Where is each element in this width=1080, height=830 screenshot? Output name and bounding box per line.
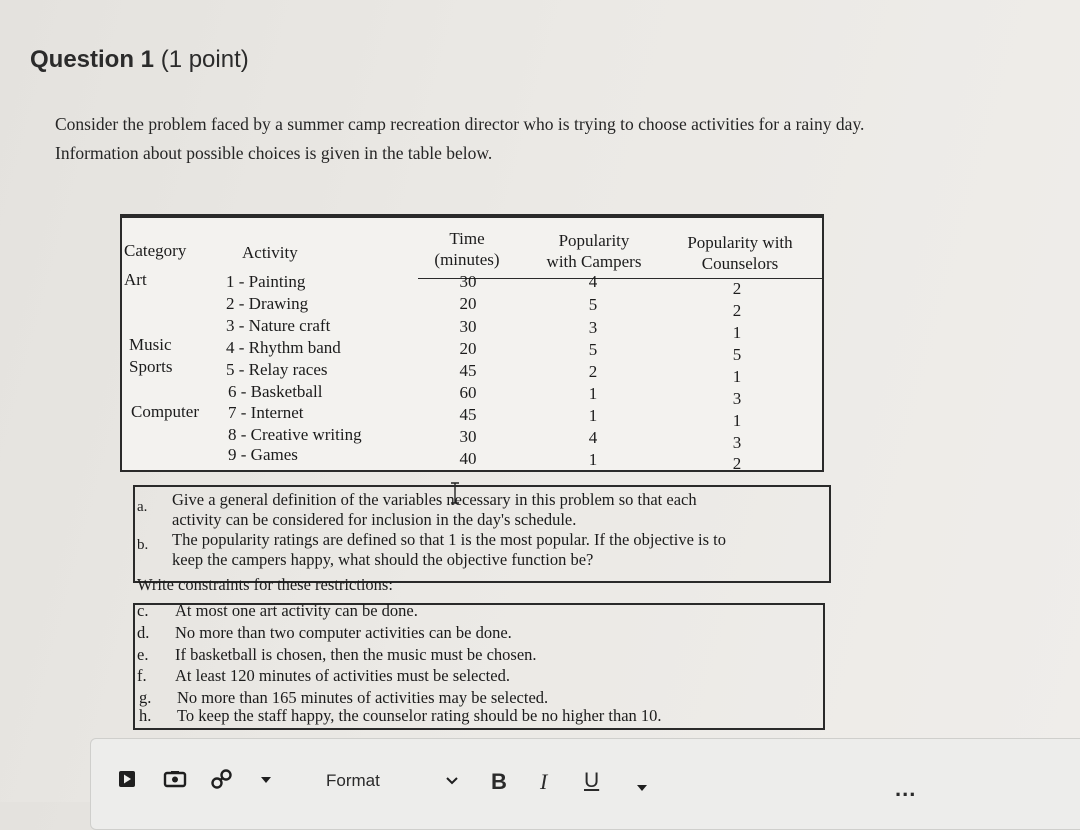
activity-cell: 1 - Painting	[226, 272, 306, 291]
questions-box	[133, 485, 831, 583]
insert-dropdown-icon[interactable]	[260, 776, 272, 784]
text-style-dropdown-icon[interactable]	[636, 784, 648, 792]
header-category: Category	[124, 241, 187, 260]
counselors-cell: 1	[732, 411, 742, 430]
question-title	[30, 46, 249, 74]
counselors-cell: 1	[732, 367, 742, 386]
activity-cell: 7 - Internet	[228, 403, 304, 422]
constraint-text: At most one art activity can be done.	[175, 601, 418, 620]
bold-button[interactable]: B	[491, 769, 507, 794]
header-time-line1: Time	[449, 229, 485, 248]
category-art: Art	[124, 270, 147, 289]
activity-cell: 6 - Basketball	[228, 382, 323, 401]
constraint-letter: g.	[139, 688, 152, 707]
constraint-letter: f.	[137, 666, 147, 685]
constraints-box	[133, 603, 825, 730]
counselors-cell: 3	[732, 433, 742, 452]
chevron-down-icon[interactable]	[445, 776, 459, 786]
constraint-text: No more than 165 minutes of activities may be selected.	[177, 688, 549, 707]
counselors-cell: 2	[732, 454, 742, 473]
campers-cell: 3	[588, 318, 598, 337]
more-options-button[interactable]: ...	[895, 776, 917, 801]
intro-line-2: Information about possible choices is given in the table below.	[55, 143, 493, 163]
activity-cell: 5 - Relay races	[226, 360, 328, 379]
format-dropdown[interactable]: Format	[326, 771, 380, 790]
header-activity: Activity	[242, 243, 298, 262]
activities-table	[120, 214, 824, 472]
campers-cell: 1	[588, 450, 598, 469]
intro-line-1: Consider the problem faced by a summer camp recreation director who is trying to choose activities for a rainy day.	[55, 114, 865, 134]
activity-cell: 4 - Rhythm band	[226, 338, 341, 357]
image-icon[interactable]	[163, 770, 187, 788]
counselors-cell: 2	[732, 301, 742, 320]
counselors-cell: 1	[732, 323, 742, 342]
question-number: Question 1	[30, 46, 155, 73]
counselors-cell: 5	[732, 345, 742, 364]
part-a-letter: a.	[137, 499, 148, 515]
header-counselors-line1: Popularity with	[687, 233, 793, 252]
question-intro	[55, 110, 1015, 168]
header-time-line2: (minutes)	[434, 250, 500, 269]
italic-button[interactable]: I	[540, 769, 548, 794]
constraint-g	[139, 688, 548, 708]
underline-button[interactable]: U	[584, 769, 600, 792]
constraint-letter: h.	[139, 706, 152, 725]
campers-cell: 4	[588, 272, 598, 291]
category-sports: Sports	[129, 357, 173, 376]
category-music: Music	[129, 335, 172, 354]
category-computer: Computer	[131, 402, 199, 421]
time-cell: 30	[459, 317, 477, 336]
media-icon[interactable]	[118, 770, 136, 788]
time-cell: 30	[459, 272, 477, 291]
part-a-line-1: Give a general definition of the variables necessary in this problem so that each	[172, 490, 697, 509]
time-cell: 60	[459, 383, 477, 402]
part-b-line-1: The popularity ratings are defined so that 1 is the most popular. If the objective is to	[172, 530, 726, 549]
constraint-letter: e.	[137, 645, 149, 664]
campers-cell: 2	[588, 362, 598, 381]
activity-cell: 8 - Creative writing	[228, 425, 362, 444]
constraint-letter: c.	[137, 601, 149, 620]
part-a-line-2: activity can be considered for inclusion in the day's schedule.	[172, 510, 577, 529]
header-campers-line1: Popularity	[558, 231, 630, 250]
counselors-cell: 3	[732, 389, 742, 408]
time-cell: 30	[459, 427, 477, 446]
counselors-cell: 2	[732, 279, 742, 298]
time-cell: 40	[459, 449, 477, 468]
part-b-letter: b.	[137, 537, 149, 553]
campers-cell: 5	[588, 295, 598, 314]
constraint-text: At least 120 minutes of activities must be selected.	[175, 666, 510, 685]
time-cell: 20	[459, 339, 477, 358]
time-cell: 45	[459, 405, 477, 424]
link-icon[interactable]	[210, 768, 234, 790]
header-counselors-line2: Counselors	[701, 254, 779, 273]
header-popularity-campers	[534, 230, 654, 272]
header-campers-line2: with Campers	[546, 252, 642, 271]
constraint-e	[137, 645, 537, 665]
campers-cell: 5	[588, 340, 598, 359]
question-points: (1 point)	[160, 46, 249, 73]
constraint-letter: d.	[137, 623, 150, 642]
constraint-d	[137, 623, 512, 643]
activity-cell: 9 - Games	[228, 445, 298, 464]
write-constraints-label: Write constraints for these restrictions:	[137, 575, 393, 594]
time-cell: 45	[459, 361, 477, 380]
header-time	[427, 228, 507, 270]
campers-cell: 1	[588, 406, 598, 425]
time-cell: 20	[459, 294, 477, 313]
constraint-c	[137, 601, 418, 621]
part-b-line-2: keep the campers happy, what should the objective function be?	[172, 550, 594, 569]
part-b-text	[172, 530, 726, 570]
activity-cell: 3 - Nature craft	[226, 316, 331, 335]
campers-cell: 4	[588, 428, 598, 447]
constraint-h	[139, 706, 662, 726]
campers-cell: 1	[588, 384, 598, 403]
constraint-f	[137, 666, 510, 686]
constraint-text: To keep the staff happy, the counselor rating should be no higher than 10.	[177, 706, 662, 725]
part-a-text	[172, 490, 697, 530]
constraint-text: No more than two computer activities can be done.	[175, 623, 512, 642]
activity-cell: 2 - Drawing	[226, 294, 309, 313]
header-popularity-counselors	[675, 232, 805, 274]
constraint-text: If basketball is chosen, then the music must be chosen.	[175, 645, 537, 664]
